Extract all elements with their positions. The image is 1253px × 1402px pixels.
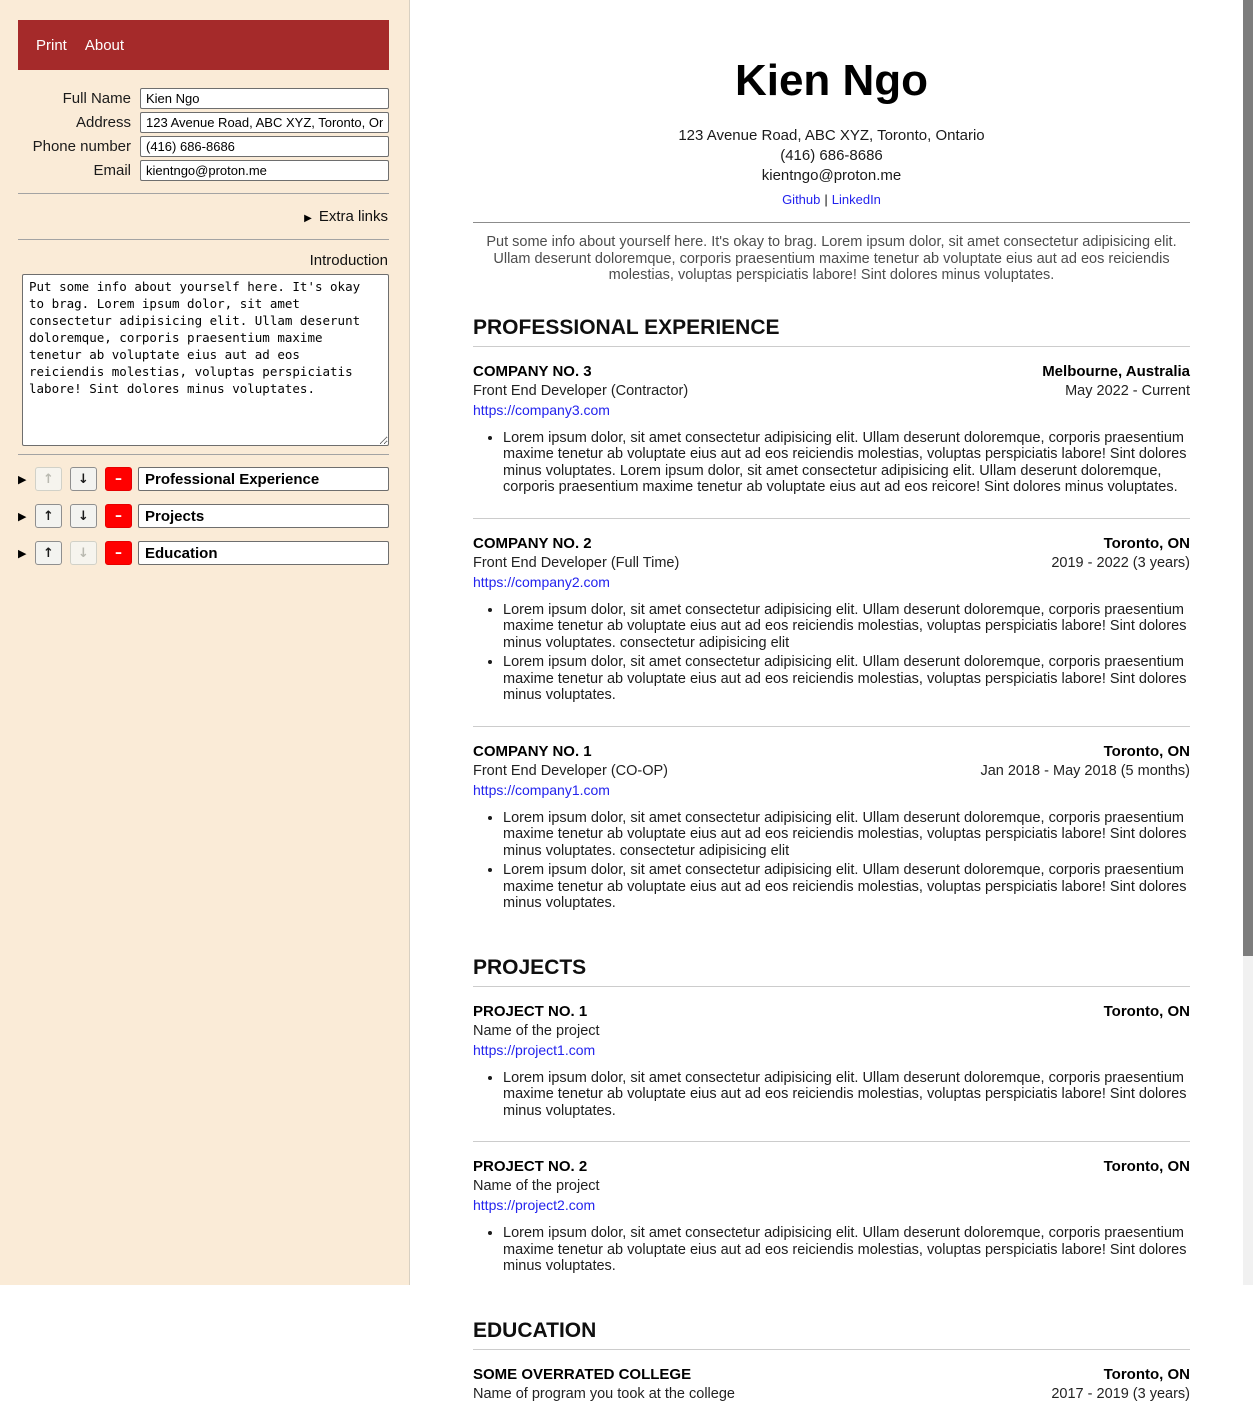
section-rule bbox=[473, 346, 1190, 347]
entry-link-row bbox=[473, 782, 1190, 800]
section-rule bbox=[473, 1349, 1190, 1350]
page-scrollbar[interactable] bbox=[1243, 0, 1253, 1285]
resume-entry bbox=[473, 363, 1190, 496]
entry-subtitle: Name of program you took at the college bbox=[473, 1385, 735, 1402]
about-menu-item[interactable]: About bbox=[84, 36, 125, 54]
linkedin-link[interactable]: LinkedIn bbox=[831, 192, 881, 207]
entry-dates: 2017 - 2019 (3 years) bbox=[1051, 1385, 1190, 1402]
resume-name: Kien Ngo bbox=[734, 56, 929, 105]
entry-title: COMPANY NO. 3 bbox=[473, 362, 592, 380]
print-menu-item[interactable]: Print bbox=[36, 36, 67, 54]
section-row bbox=[18, 467, 389, 491]
resume-intro: Put some info about yourself here. It's okay to brag. Lorem ipsum dolor, sit amet consectetur adipisicing elit. Ullam deserunt doloremque, corporis praesentium maxime tenetur ab voluptate eius aut ad eos reiciendis molestias, voluptas perspiciatis labore! Sint dolores minus voluptates. bbox=[486, 234, 1177, 283]
resume-section bbox=[473, 316, 1190, 912]
move-down-button[interactable]: ↓ bbox=[70, 467, 97, 491]
move-down-button[interactable]: ↓ bbox=[70, 504, 97, 528]
entry-link[interactable]: https://project2.com bbox=[473, 1197, 596, 1213]
remove-section-button[interactable]: – bbox=[105, 467, 132, 491]
resume-contact-block bbox=[473, 126, 1190, 186]
resume-address: 123 Avenue Road, ABC XYZ, Toronto, Ontario bbox=[678, 127, 985, 144]
expander-icon[interactable]: ▶ bbox=[18, 510, 27, 523]
resume-entry bbox=[473, 535, 1190, 704]
entry-divider bbox=[473, 726, 1190, 727]
move-up-button[interactable]: ↑ bbox=[35, 504, 62, 528]
entry-bullet-list bbox=[473, 602, 1190, 704]
contact-form bbox=[18, 88, 389, 181]
full-name-input[interactable] bbox=[140, 88, 389, 109]
form-row bbox=[18, 112, 389, 133]
move-up-button[interactable]: ↑ bbox=[35, 467, 62, 491]
entry-location: Toronto, ON bbox=[1103, 1365, 1190, 1383]
entry-subtitle-row bbox=[473, 1178, 1190, 1194]
form-row bbox=[18, 160, 389, 181]
move-down-button[interactable]: ↓ bbox=[70, 541, 97, 565]
entry-link[interactable]: https://company2.com bbox=[473, 573, 610, 590]
resume-entry bbox=[473, 1158, 1190, 1275]
entry-header-row bbox=[473, 363, 1190, 380]
entry-bullet: • Lorem ipsum dolor, sit amet consectetur adipisicing elit. Ullam deserunt doloremque, corporis praesentium maxime tenetur ab voluptate eius aut ad eos reiciendis molestias, voluptas perspiciatis labore! Sint dolores minus voluptates. consectetur adipisicing elit bbox=[503, 810, 1190, 860]
email-label: Email bbox=[93, 162, 131, 179]
entry-title: COMPANY NO. 2 bbox=[473, 534, 592, 552]
entry-bullet-list bbox=[473, 1225, 1190, 1275]
move-up-button[interactable]: ↑ bbox=[35, 541, 62, 565]
resume-email: kientngo@proton.me bbox=[761, 167, 902, 184]
entry-link[interactable]: https://project1.com bbox=[473, 1041, 596, 1058]
introduction-label: Introduction bbox=[309, 252, 388, 269]
resume-preview bbox=[410, 0, 1253, 1402]
entry-link[interactable]: https://company3.com bbox=[473, 401, 610, 418]
scrollbar-thumb[interactable] bbox=[1243, 0, 1253, 956]
entry-header-row bbox=[473, 1158, 1190, 1175]
entry-location: Toronto, ON bbox=[1103, 742, 1190, 760]
entry-subtitle-row bbox=[473, 383, 1190, 399]
remove-section-button[interactable]: – bbox=[105, 541, 132, 565]
github-link[interactable]: Github bbox=[782, 192, 821, 207]
full-name-label: Full Name bbox=[62, 90, 131, 107]
extra-links-toggle[interactable] bbox=[18, 206, 389, 227]
entry-subtitle-row bbox=[473, 555, 1190, 571]
entry-title: PROJECT NO. 2 bbox=[473, 1158, 588, 1175]
entry-location: Toronto, ON bbox=[1103, 534, 1190, 552]
entry-location: Toronto, ON bbox=[1103, 1158, 1190, 1175]
resume-phone: (416) 686-8686 bbox=[780, 147, 883, 164]
entry-header-row bbox=[473, 743, 1190, 760]
section-name-input[interactable] bbox=[138, 541, 389, 565]
entry-bullet: • Lorem ipsum dolor, sit amet consectetur adipisicing elit. Ullam deserunt doloremque, corporis praesentium maxime tenetur ab voluptate eius aut ad eos reiciendis molestias, voluptas perspiciatis labore! Sint dolores minus voluptates. bbox=[503, 1070, 1190, 1120]
entry-link[interactable]: https://company1.com bbox=[473, 781, 610, 798]
entry-link-row bbox=[473, 402, 1190, 420]
entry-bullet-list bbox=[473, 430, 1190, 496]
resume-section bbox=[473, 956, 1190, 1275]
entry-title: COMPANY NO. 1 bbox=[473, 742, 592, 760]
entry-bullet: • Lorem ipsum dolor, sit amet consectetur adipisicing elit. Ullam deserunt doloremque, corporis praesentium maxime tenetur ab voluptate eius aut ad eos reiciendis molestias, voluptas perspiciatis labore! Sint dolores minus voluptates. consectetur adipisicing elit bbox=[503, 602, 1190, 652]
entry-divider bbox=[473, 1141, 1190, 1142]
sidebar-divider bbox=[18, 454, 389, 455]
section-list bbox=[18, 467, 389, 565]
entry-dates: Jan 2018 - May 2018 (5 months) bbox=[980, 762, 1190, 779]
entry-bullet: • Lorem ipsum dolor, sit amet consectetur adipisicing elit. Ullam deserunt doloremque, corporis praesentium maxime tenetur ab voluptate eius aut ad eos reiciendis molestias, voluptas perspiciatis labore! Sint dolores minus voluptates. bbox=[503, 862, 1190, 912]
introduction-textarea[interactable] bbox=[22, 274, 389, 446]
entry-subtitle-row bbox=[473, 763, 1190, 779]
entry-header-row bbox=[473, 1003, 1190, 1020]
section-rule bbox=[473, 986, 1190, 987]
entry-bullet: • Lorem ipsum dolor, sit amet consectetur adipisicing elit. Ullam deserunt doloremque, corporis praesentium maxime tenetur ab voluptate eius aut ad eos reiciendis molestias, voluptas perspiciatis labore! Sint dolores minus voluptates. Lorem ipsum dolor, sit amet consectetur adipisicing elit. Ullam deserunt doloremque, corporis praesentium maxime tenetur ab voluptate eius aut ad eos reicore! Sint dolores minus voluptates. bbox=[503, 430, 1190, 496]
form-row bbox=[18, 88, 389, 109]
section-name-input[interactable] bbox=[138, 504, 389, 528]
resume-entry bbox=[473, 743, 1190, 912]
section-heading: PROJECTS bbox=[473, 955, 587, 979]
section-heading: EDUCATION bbox=[473, 1318, 597, 1342]
resume-document bbox=[473, 0, 1190, 1402]
address-input[interactable] bbox=[140, 112, 389, 133]
entry-subtitle: Front End Developer (Contractor) bbox=[473, 382, 689, 399]
entry-bullet-list bbox=[473, 1070, 1190, 1120]
expander-icon[interactable]: ▶ bbox=[18, 473, 27, 486]
address-label: Address bbox=[75, 114, 131, 131]
entry-location: Toronto, ON bbox=[1103, 1002, 1190, 1020]
sidebar-divider bbox=[18, 193, 389, 194]
entry-link-row bbox=[473, 1197, 1190, 1215]
resume-entry bbox=[473, 1003, 1190, 1120]
entry-bullet-list bbox=[473, 810, 1190, 912]
expander-icon[interactable]: ▶ bbox=[18, 547, 27, 560]
entry-header-row bbox=[473, 1366, 1190, 1383]
menubar bbox=[18, 20, 389, 70]
section-name-input[interactable] bbox=[138, 467, 389, 491]
extra-links-label: Extra links bbox=[318, 208, 388, 225]
email-input[interactable] bbox=[140, 160, 389, 181]
entry-subtitle: Name of the project bbox=[473, 1178, 600, 1194]
section-row bbox=[18, 541, 389, 565]
editor-sidebar bbox=[0, 0, 410, 1285]
section-row bbox=[18, 504, 389, 528]
form-row bbox=[18, 136, 389, 157]
entry-header-row bbox=[473, 535, 1190, 552]
entry-dates: May 2022 - Current bbox=[1065, 382, 1190, 399]
resume-entry bbox=[473, 1366, 1190, 1402]
entry-subtitle-row bbox=[473, 1386, 1190, 1402]
entry-location: Melbourne, Australia bbox=[1042, 362, 1190, 380]
entry-subtitle: Name of the project bbox=[473, 1022, 600, 1039]
link-separator: | bbox=[824, 192, 828, 207]
entry-link-row bbox=[473, 574, 1190, 592]
entry-bullet: • Lorem ipsum dolor, sit amet consectetur adipisicing elit. Ullam deserunt doloremque, corporis praesentium maxime tenetur ab voluptate eius aut ad eos reiciendis molestias, voluptas perspiciatis labore! Sint dolores minus voluptates. bbox=[503, 654, 1190, 704]
entry-subtitle-row bbox=[473, 1023, 1190, 1039]
entry-subtitle: Front End Developer (Full Time) bbox=[473, 554, 680, 571]
expander-icon: ▶ bbox=[304, 213, 312, 224]
entry-title: PROJECT NO. 1 bbox=[473, 1002, 588, 1020]
phone-number-label: Phone number bbox=[32, 138, 131, 155]
section-heading: PROFESSIONAL EXPERIENCE bbox=[473, 315, 780, 339]
entry-divider bbox=[473, 518, 1190, 519]
remove-section-button[interactable]: – bbox=[105, 504, 132, 528]
header-rule bbox=[473, 222, 1190, 223]
sidebar-divider bbox=[18, 239, 389, 240]
resume-links-row bbox=[473, 192, 1190, 207]
entry-dates: 2019 - 2022 (3 years) bbox=[1051, 554, 1190, 571]
entry-bullet: • Lorem ipsum dolor, sit amet consectetur adipisicing elit. Ullam deserunt doloremque, corporis praesentium maxime tenetur ab voluptate eius aut ad eos reiciendis molestias, voluptas perspiciatis labore! Sint dolores minus voluptates. bbox=[503, 1225, 1190, 1275]
phone-number-input[interactable] bbox=[140, 136, 389, 157]
entry-subtitle: Front End Developer (CO-OP) bbox=[473, 762, 669, 779]
resume-sections bbox=[473, 316, 1190, 1402]
entry-title: SOME OVERRATED COLLEGE bbox=[473, 1365, 692, 1383]
resume-section bbox=[473, 1319, 1190, 1402]
entry-link-row bbox=[473, 1042, 1190, 1060]
